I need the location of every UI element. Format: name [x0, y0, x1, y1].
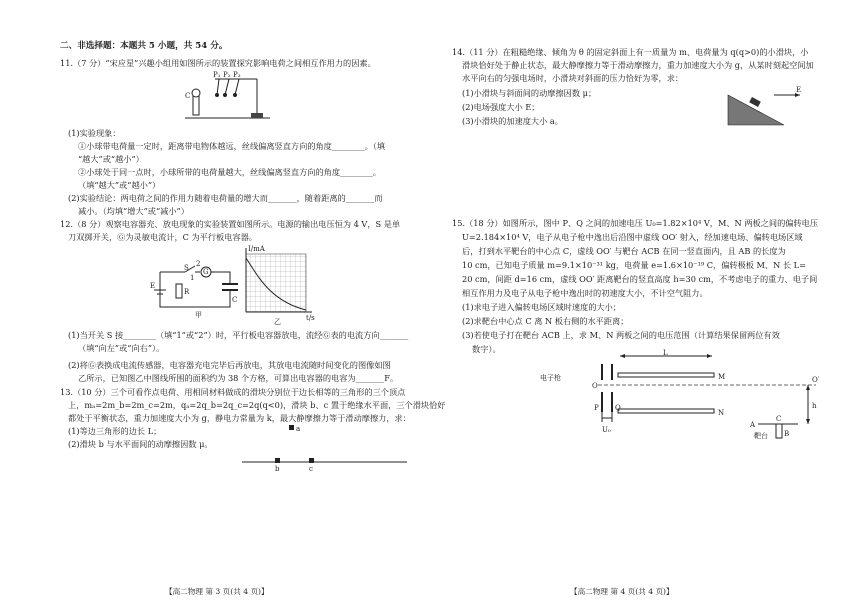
q12-label-g: G — [203, 268, 209, 276]
q12-label-t-axis: t/s — [306, 314, 315, 322]
right-footer: 【高二物理 第 4 页(共 4 页)】 — [570, 587, 674, 596]
q11-label-p3: P₃ — [233, 71, 241, 79]
q12-label-jia: 甲 — [195, 311, 202, 319]
q15-stem3: 后，打到水平靶台的中心点 C，虚线 OO′ 与靶台 ACB 在同一竖直面内，且 AB 的长度为 — [462, 246, 786, 256]
q14-figure — [728, 87, 808, 127]
q13-stem: 13.（10 分）三个可看作点电荷、用相同材料做成的滑块分别位于边长相等的三角形的三个顶点 — [60, 387, 406, 397]
q12-label-s: S — [184, 264, 189, 272]
q15-label-gun: 电子枪 — [540, 374, 561, 382]
q13-part2: (2)滑块 b 与水平面间的动摩擦因数 μ。 — [68, 439, 213, 449]
q12-circuit-figure — [150, 262, 240, 317]
q11-sub1b: “越大”或“越小”） — [78, 154, 144, 164]
q11-sub2b: （填“越大”或“越小”） — [78, 180, 161, 190]
q12-label-c: C — [232, 296, 238, 304]
q15-stem2: U=2.184×10⁴ V，电子从电子枪中逸出后沿图中虚线 OO′ 射入，经加速电场、偏转电场区域 — [462, 232, 803, 242]
q12-stem: 12.（8 分）观察电容器充、放电现象的实验装置如图所示。电源的输出电压恒为 4 V，S 是单 — [60, 219, 401, 229]
q15-label-m: M — [718, 373, 726, 381]
q15-figure — [540, 349, 830, 467]
q11-label-p2: P₂ — [223, 71, 231, 79]
q15-stem6: 相互作用力及电子从电子枪中逸出时的初速度大小，不计空气阻力。 — [462, 288, 708, 298]
q12-part2: (2)将Ⓖ表换成电流传感器，电容器充电完毕后再放电，其放电电流随时间变化的图像如图 — [68, 360, 391, 370]
q13-label-b: b — [275, 465, 280, 473]
q12-label-2: 2 — [196, 260, 201, 268]
q12-label-i-axis: I/mA — [248, 245, 265, 253]
q11-label-c: C — [185, 92, 191, 100]
q15-part1: (1)求电子进入偏转电场区域时速度的大小； — [462, 302, 621, 312]
q14-stem: 14.（11 分）在粗糙绝缘、倾角为 θ 的固定斜面上有一质量为 m、电荷量为 q(q>0)的小滑块，小 — [452, 47, 809, 57]
q15-label-target: 靶台 — [754, 432, 768, 440]
q12-part1: (1)当开关 S 接________（填“1”或“2”）时，平行板电容器放电，流经Ⓖ表的电流方向_______ — [68, 330, 409, 340]
q13-stem3: 都处于平衡状态，重力加速度大小为 g，静电力常量为 k，最大静摩擦力等于滑动摩擦力，求： — [68, 413, 411, 423]
q11-stem: 11.（7 分）“宋应星”兴趣小组用如图所示的装置探究影响电荷之间相互作用力的因素。 — [60, 58, 376, 68]
right-page — [430, 0, 860, 607]
q14-stem3: 水平向右的匀强电场时，小滑块对斜面的压力恰好为零，求： — [462, 73, 684, 83]
q11-label-p1: P₁ — [213, 71, 221, 79]
q12-label-r: R — [184, 288, 190, 296]
q15-label-p: P — [594, 404, 599, 412]
q14-part3: (3)小滑块的加速度大小 a。 — [462, 116, 563, 126]
q12-part2b: 乙所示，已知图乙中图线所围的面积约为 38 个方格，可算出电容器的电容为_______F。 — [78, 373, 399, 383]
q14-part2: (2)电场强度大小 E； — [462, 102, 540, 112]
q15-part3b: 数字）。 — [472, 344, 501, 354]
q15-stem5: 20 cm，间距 d=16 cm，虚线 OO′ 距离靶台的竖直高度 h=30 cm，不考虑电子的重力、电子间 — [462, 274, 818, 284]
q15-label-q: Q — [615, 404, 621, 412]
q13-label-a: a — [296, 425, 301, 433]
q12-stem2: 刀双掷开关，Ⓖ为灵敏电流计，C 为平行板电容器。 — [68, 232, 257, 242]
q11-figure — [185, 73, 275, 123]
q11-sub1: ①小球带电荷量一定时，距离带电物体越远，丝线偏离竖直方向的角度________。（填 — [78, 141, 386, 151]
q15-label-a: A — [750, 421, 756, 429]
q15-label-o2: O′ — [812, 376, 820, 384]
q15-stem: 15.（18 分）如图所示，图中 P、Q 之间的加速电压 U₀=1.82×10⁴ V，M、N 两板之间的偏转电压 — [452, 218, 819, 228]
q15-label-n: N — [718, 409, 725, 417]
q13-figure — [242, 420, 412, 473]
q15-label-c: C — [776, 415, 782, 423]
q13-label-c: c — [309, 465, 313, 473]
q12-label-yi: 乙 — [274, 318, 281, 326]
q14-label-e: E — [796, 86, 802, 94]
q12-graph-figure — [240, 246, 320, 326]
q12-label-e: E — [150, 282, 156, 290]
q15-label-b: B — [784, 430, 790, 438]
q14-part1: (1)小滑块与斜面间的动摩擦因数 μ； — [462, 88, 597, 98]
q15-label-o: O — [592, 382, 598, 390]
q15-stem4: 10 cm，已知电子质量 m=9.1×10⁻³¹ kg，电荷量 e=1.6×10⁻¹⁹ C，偏转极板 M、N 长 L= — [462, 260, 806, 270]
q11-part1: (1)实验现象： — [68, 128, 121, 138]
left-footer: 【高二物理 第 3 页(共 4 页)】 — [165, 587, 269, 596]
q15-label-h: h — [812, 402, 817, 410]
q14-stem2: 滑块恰好处于静止状态，最大静摩擦力等于滑动摩擦力，重力加速度大小为 g，从某时刻起空间加 — [462, 60, 814, 70]
q15-label-u0: U₀ — [602, 426, 611, 434]
q12-part1b: （填“向左”或“向右”）。 — [78, 343, 165, 353]
q11-part2b: 减小。（均填“增大”或“减小”） — [78, 206, 189, 216]
q11-sub2: ②小球处于同一点时，小球所带的电荷量越大，丝线偏离竖直方向的角度________。 — [78, 167, 381, 177]
q13-stem2: 上，mₐ=2m_b=2m_c=2m，qₐ=2q_b=2q_c=2q(q<0)，滑块 b、c 置于绝缘水平面，三个滑块恰好 — [68, 400, 446, 410]
q12-label-1: 1 — [190, 274, 195, 282]
q15-part2: (2)求靶台中心点 C 离 N 板右侧的水平距离； — [462, 316, 629, 326]
q13-part1: (1)等边三角形的边长 L； — [68, 426, 162, 436]
q11-part2: (2)实验结论：两电荷之间的作用力随着电荷量的增大而_______，随着距离的_______而 — [68, 193, 383, 203]
section-header: 二、非选择题：本题共 5 小题，共 54 分。 — [60, 41, 228, 51]
q15-part3: (3)若使电子打在靶台 ACB 上，求 M、N 两板之间的电压范围（计算结果保留两位有效 — [462, 330, 780, 340]
q15-label-l: L — [663, 349, 668, 357]
